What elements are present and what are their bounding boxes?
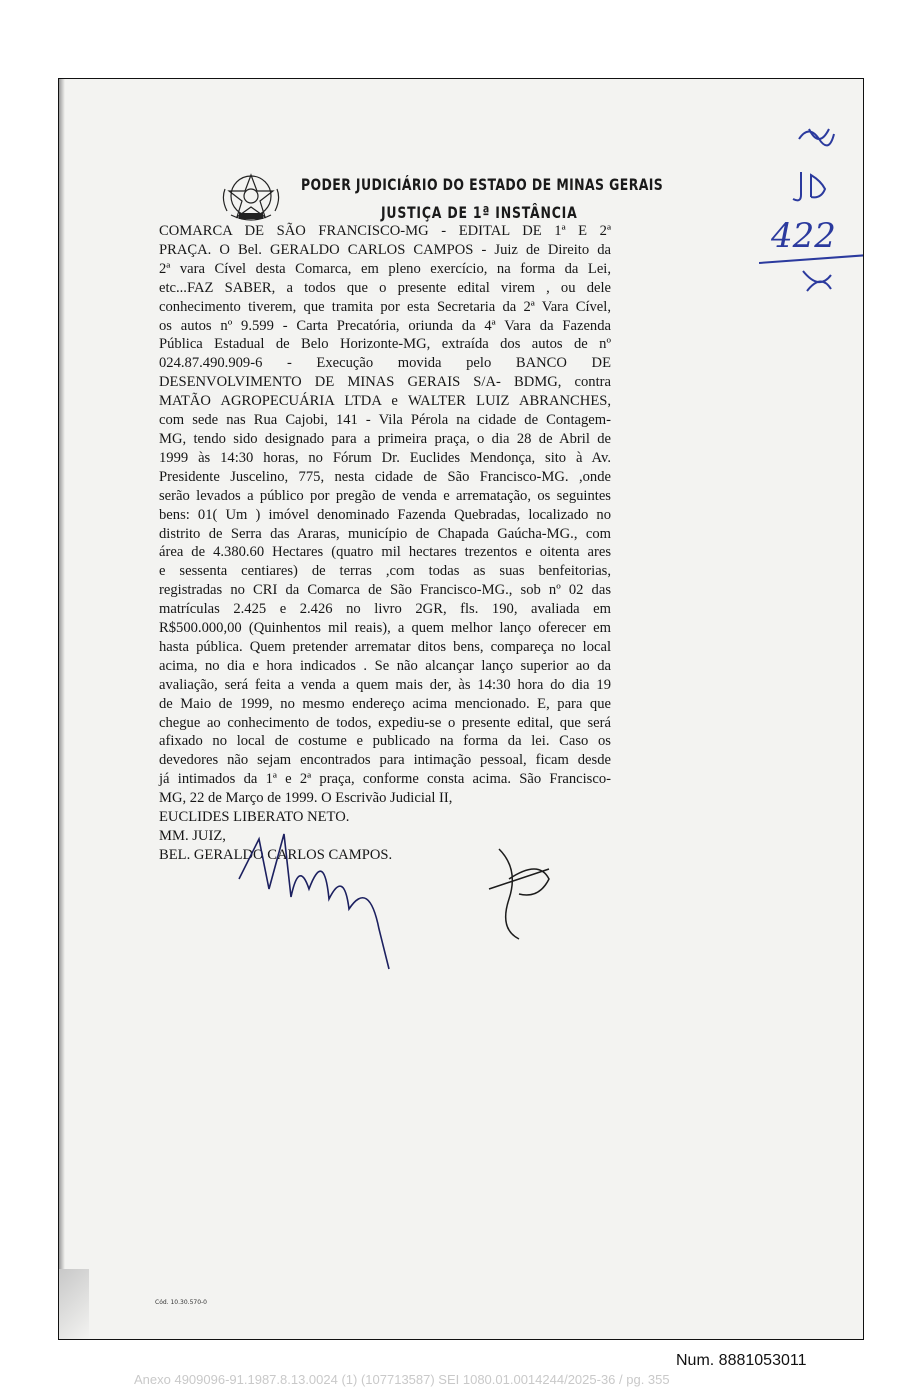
margin-page-number (759, 211, 864, 301)
text-line: MM. JUIZ, (159, 828, 226, 844)
text-line: bens: 01( Um ) imóvel denominado Fazenda Quebradas, localizado no (159, 506, 611, 523)
text-line: BEL. GERALDO CARLOS CAMPOS. (159, 846, 393, 863)
page-fold (59, 1269, 89, 1339)
margin-mark-page (789, 167, 849, 207)
text-line: MG, tendo sido designado para a primeira praça, o dia 28 de Abril de (159, 430, 611, 447)
text-line: EUCLIDES LIBERATO NETO. (159, 809, 350, 826)
text-line: hasta pública. Quem pretender arrematar ditos bens, compareça no local (159, 638, 611, 655)
judge-signature (229, 819, 429, 979)
text-line: acima, no dia e hora indicados . Se não alcançar lanço superior ao da (159, 657, 611, 674)
text-line: PRAÇA. O Bel. GERALDO CARLOS CAMPOS - Juiz de Direito da (159, 241, 611, 258)
text-line: distrito de Serra das Araras, município de Chapada Gaúcha-MG., com (159, 525, 611, 542)
court-subheader: JUSTIÇA DE 1ª INSTÂNCIA (381, 203, 578, 222)
text-line: COMARCA DE SÃO FRANCISCO-MG - EDITAL DE 1ª E 2ª (159, 223, 611, 239)
text-line: 024.87.490.909-6 - Execução movida pelo BANCO DE (159, 355, 611, 372)
text-line: com sede nas Rua Cajobi, 141 - Vila Pérola na cidade de Contagem- (159, 412, 611, 429)
text-line: MATÃO AGROPECUÁRIA LTDA e WALTER LUIZ ABRANCHES, (159, 393, 611, 410)
text-line: afixado no local de costume e publicado na forma da lei. Caso os (159, 733, 611, 750)
text-line: de Maio de 1999, no mesmo endereço acima mencionado. E, para que (159, 695, 611, 712)
text-line: R$500.000,00 (Quinhentos mil reais), a quem melhor lanço oferecer em (159, 620, 611, 637)
scanned-page (58, 78, 864, 1340)
text-line: serão levados a público por pregão de venda e arrematação, os seguintes (159, 487, 611, 504)
coat-of-arms-emblem (217, 165, 285, 227)
scan-edge-shadow (59, 79, 65, 1339)
text-line: chegue ao conhecimento de todos, expediu-se o presente edital, que será (159, 714, 611, 731)
text-line: Presidente Juscelino, 775, nesta cidade de São Francisco-MG. ,onde (159, 468, 611, 485)
text-line: já intimados da 1ª e 2ª praça, conforme consta acima. São Francisco- (159, 771, 611, 788)
text-line: 1999 às 14:30 horas, no Fórum Dr. Euclides Mendonça, sito à Av. (159, 449, 611, 466)
margin-mark-top (789, 119, 849, 159)
text-line: 2ª vara Cível desta Comarca, em pleno exercício, na forma da Lei, (159, 260, 611, 277)
text-line: matrículas 2.425 e 2.426 no livro 2GR, fls. 190, avaliada em (159, 601, 611, 618)
text-line: devedores não sejam encontrados para intimação pessoal, ficam desde (159, 752, 611, 769)
document-number: Num. 8881053011 (676, 1352, 807, 1369)
text-line: registradas no CRI da Comarca de São Francisco-MG., sob nº 02 das (159, 582, 611, 599)
text-line: e sessenta centiares) de terras ,com todas as suas benfeitorias, (159, 563, 611, 580)
form-code: Cód. 10.30.570-0 (155, 1299, 208, 1306)
text-line: DESENVOLVIMENTO DE MINAS GERAIS S/A- BDMG, contra (159, 374, 611, 391)
text-line: conhecimento tiverem, que tramita por esta Secretaria da 2ª Vara Cível, (159, 298, 611, 315)
margin-number-text: 422 (771, 216, 836, 256)
text-line: avaliação, será feita a venda a quem mais der, às 14:30 hora do dia 19 (159, 676, 611, 693)
text-line: MG, 22 de Março de 1999. O Escrivão Judicial II, (159, 790, 453, 807)
court-header: PODER JUDICIÁRIO DO ESTADO DE MINAS GERAIS (301, 175, 664, 194)
text-line: Pública Estadual de Belo Horizonte-MG, extraída dos autos de nº (159, 336, 611, 353)
text-line: área de 4.380.60 Hectares (quatro mil hectares trezentos e oitenta ares (159, 544, 611, 561)
text-line: os autos nº 9.599 - Carta Precatória, oriunda da 4ª Vara da Fazenda (159, 317, 611, 334)
text-line: etc...FAZ SABER, a todos que o presente edital virem , ou dele (159, 279, 611, 296)
clerk-signature (479, 839, 559, 949)
edital-text (159, 222, 611, 865)
annex-reference: Anexo 4909096-91.1987.8.13.0024 (1) (107713587) SEI 1080.01.0014244/2025-36 / pg. 355 (134, 1372, 670, 1387)
